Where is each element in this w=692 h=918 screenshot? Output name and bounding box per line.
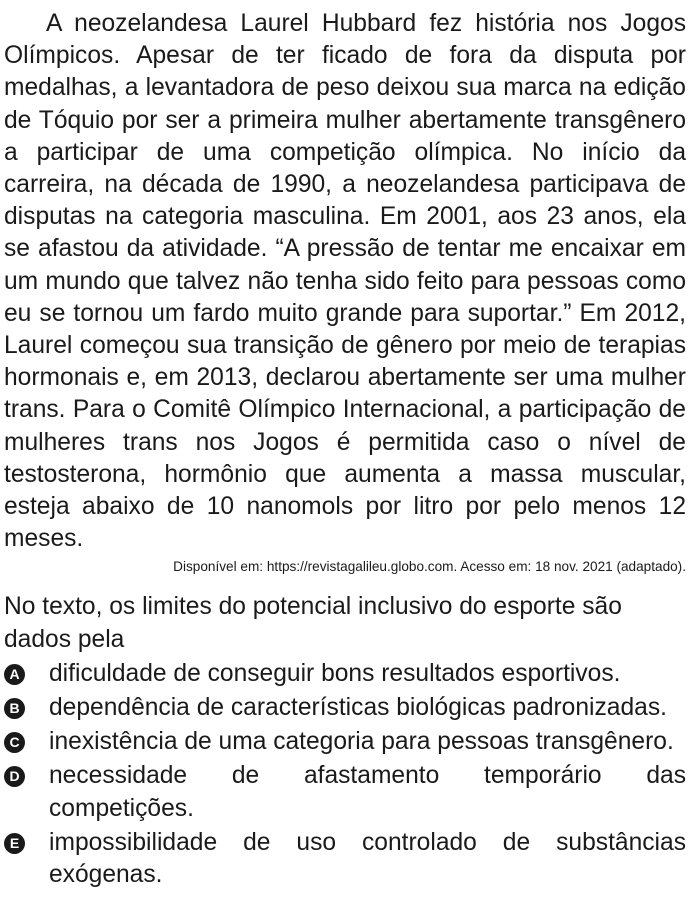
option-b-letter-badge: B	[4, 698, 25, 719]
option-e-letter-badge: E	[4, 833, 25, 854]
passage-text: A neozelandesa Laurel Hubbard fez história nos Jogos Olímpicos. Apesar de ter ficado de fora da disputa por medalhas, a levantadora de peso deixou sua marca na edição de Tóquio por ser a primeira mulher abertamente transgênero a participar de uma competição olímpica. No início da carreira, na década de 1990, a neozelandesa participava de disputas na categoria masculina. Em 2001, aos 23 anos, ela se afastou da atividade. “A pressão de tentar me encaixar em um mundo que talvez não tenha sido feito para pessoas como eu se tornou um fardo muito grande para suportar.” Em 2012, Laurel começou sua transição de gênero por meio de terapias hormonais e, em 2013, declarou abertamente ser uma mulher trans. Para o Comitê Olímpico Internacional, a participação de mulheres trans nos Jogos é permitida caso o nível de testosterona, hormônio que aumenta a massa muscular, esteja abaixo de 10 nanomols por litro por pelo menos 12 meses.	[4, 10, 686, 553]
option-e[interactable]	[4, 827, 686, 891]
option-b-text: dependência de características biológicas padronizadas.	[49, 694, 667, 722]
question-stem: No texto, os limites do potencial inclusivo do esporte são dados pela	[4, 593, 622, 653]
option-d-text: necessidade de afastamento temporário das competições.	[49, 762, 686, 822]
option-a-text: dificuldade de conseguir bons resultados esportivos.	[49, 659, 621, 687]
option-c-text: inexistência de uma categoria para pessoas transgênero.	[49, 728, 674, 756]
option-d-letter-badge: D	[4, 766, 25, 787]
option-b[interactable]	[4, 692, 686, 724]
option-a-letter-badge: A	[4, 664, 25, 685]
option-e-text: impossibilidade de uso controlado de substâncias exógenas.	[49, 828, 686, 889]
option-d[interactable]	[4, 760, 686, 824]
option-c[interactable]	[4, 726, 686, 758]
answer-options	[4, 658, 686, 891]
source-citation: Disponível em: https://revistagalileu.globo.com. Acesso em: 18 nov. 2021 (adaptado).	[173, 559, 686, 575]
option-c-letter-badge: C	[4, 732, 25, 753]
option-a[interactable]	[4, 658, 686, 690]
